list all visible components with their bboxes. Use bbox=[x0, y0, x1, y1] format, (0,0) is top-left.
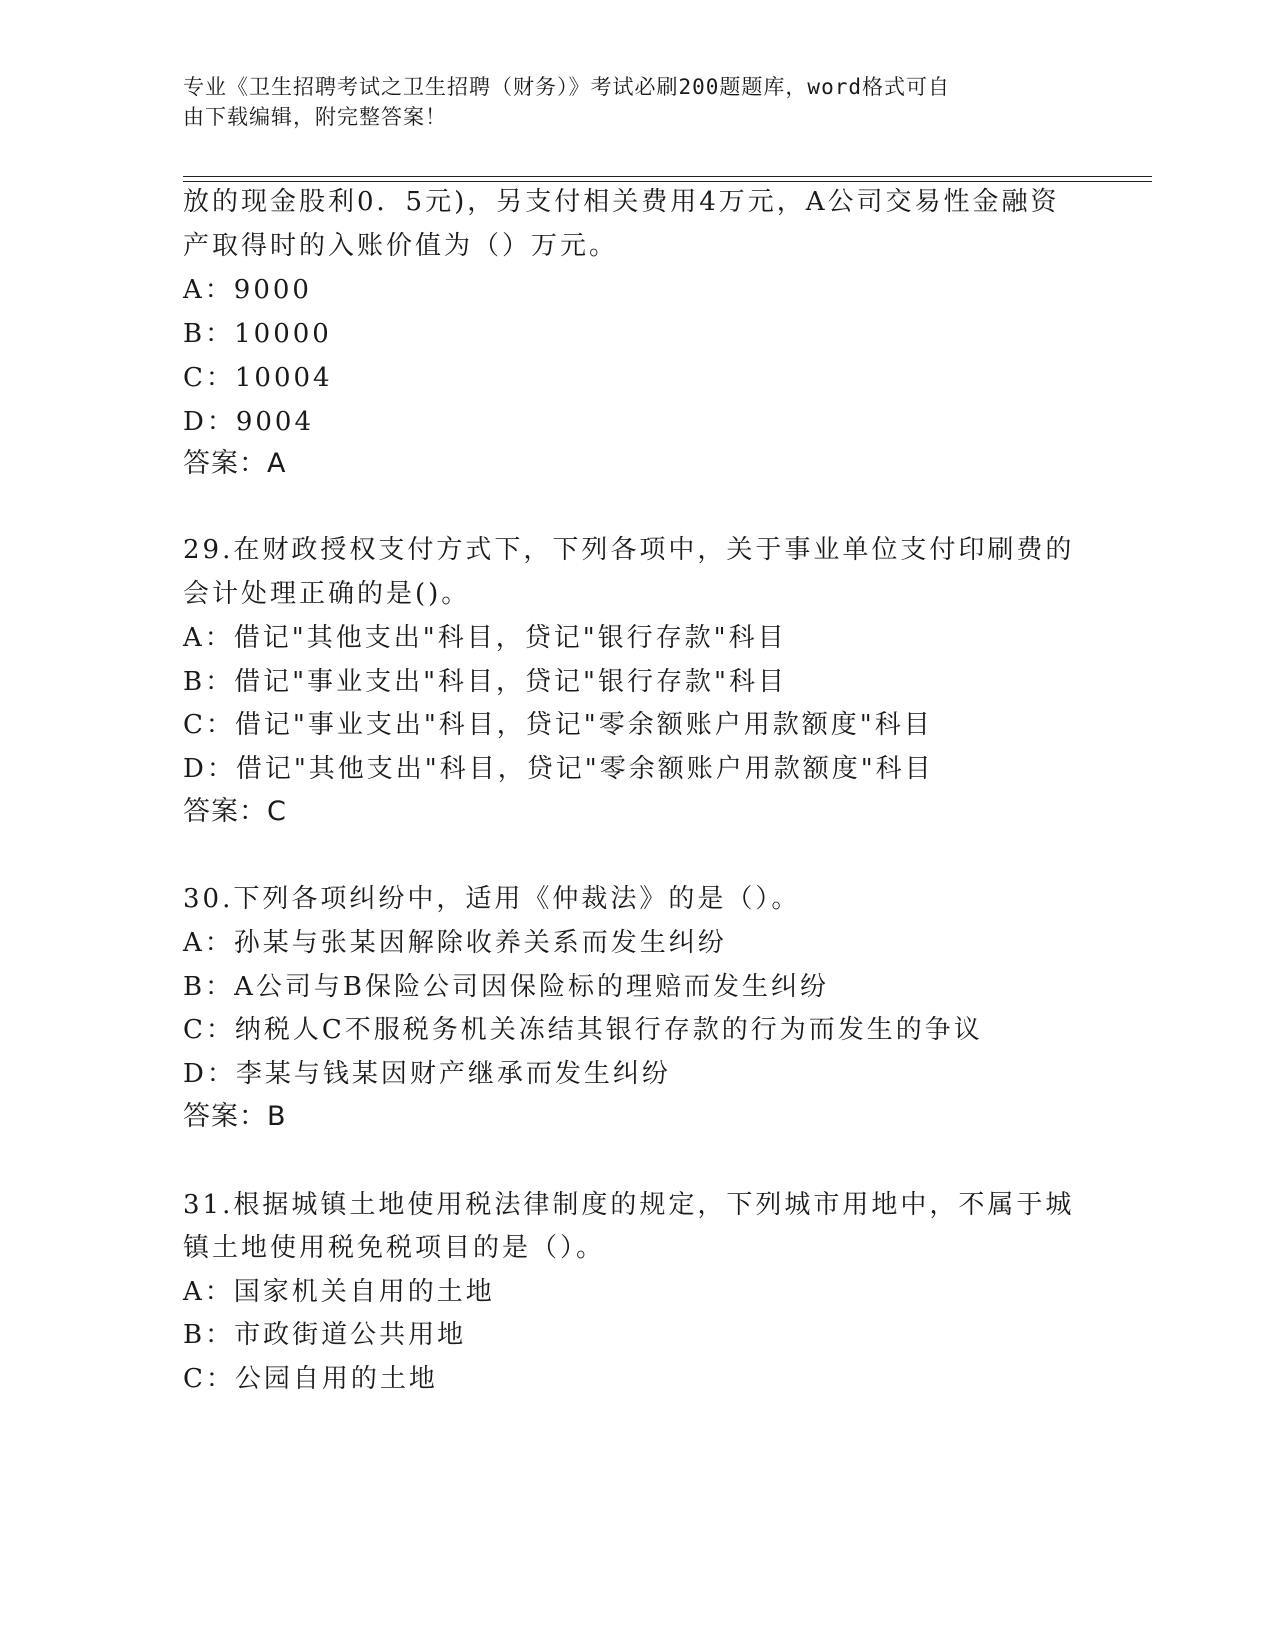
question-30-text-line-1: 30.下列各项纠纷中，适用《仲裁法》的是（）。 bbox=[183, 884, 801, 914]
q31-option-a: A：国家机关自用的土地 bbox=[183, 1277, 495, 1307]
question-31-text-line-2: 镇土地使用税免税项目的是（）。 bbox=[183, 1233, 606, 1263]
question-text-line: 产取得时的入账价值为（）万元。 bbox=[183, 231, 619, 261]
q29-option-a: A：借记"其他支出"科目，贷记"银行存款"科目 bbox=[183, 623, 787, 653]
q30-option-d: D：李某与钱某因财产继承而发生纠纷 bbox=[183, 1059, 671, 1089]
option-c: C：10004 bbox=[183, 363, 333, 393]
q29-option-c: C：借记"事业支出"科目，贷记"零余额账户用款额度"科目 bbox=[183, 710, 933, 740]
q31-option-c: C：公园自用的土地 bbox=[183, 1364, 438, 1394]
q30-option-a: A：孙某与张某因解除收养关系而发生纠纷 bbox=[183, 928, 727, 958]
header-divider-bottom bbox=[183, 181, 1152, 182]
header-line-2: 由下载编辑，附完整答案！ bbox=[183, 105, 447, 129]
q29-option-b: B：借记"事业支出"科目，贷记"银行存款"科目 bbox=[183, 667, 787, 697]
header-line-1: 专业《卫生招聘考试之卫生招聘（财务）》考试必刷200题题库，word格式可自 bbox=[183, 75, 950, 99]
q30-option-c: C：纳税人C不服税务机关冻结其银行存款的行为而发生的争议 bbox=[183, 1015, 983, 1045]
header-divider-top bbox=[183, 176, 1152, 177]
option-d: D：9004 bbox=[183, 407, 315, 437]
question-29-text-line-1: 29.在财政授权支付方式下，下列各项中，关于事业单位支付印刷费的 bbox=[183, 535, 1075, 565]
answer-label: 答案：A bbox=[183, 448, 287, 479]
q31-option-b: B：市政街道公共用地 bbox=[183, 1320, 467, 1350]
q30-answer: 答案：B bbox=[183, 1101, 287, 1132]
option-b: B：10000 bbox=[183, 319, 332, 349]
option-a: A：9000 bbox=[183, 275, 312, 305]
question-29-text-line-2: 会计处理正确的是()。 bbox=[183, 579, 471, 609]
q29-option-d: D：借记"其他支出"科目，贷记"零余额账户用款额度"科目 bbox=[183, 754, 934, 784]
question-31-text-line-1: 31.根据城镇土地使用税法律制度的规定，下列城市用地中，不属于城 bbox=[183, 1190, 1075, 1220]
q29-answer: 答案：C bbox=[183, 796, 287, 827]
q30-option-b: B：A公司与B保险公司因保险标的理赔而发生纠纷 bbox=[183, 972, 829, 1002]
question-text-line: 放的现金股利0．5元)，另支付相关费用4万元，A公司交易性金融资 bbox=[183, 187, 1060, 217]
page-header bbox=[183, 72, 1063, 132]
